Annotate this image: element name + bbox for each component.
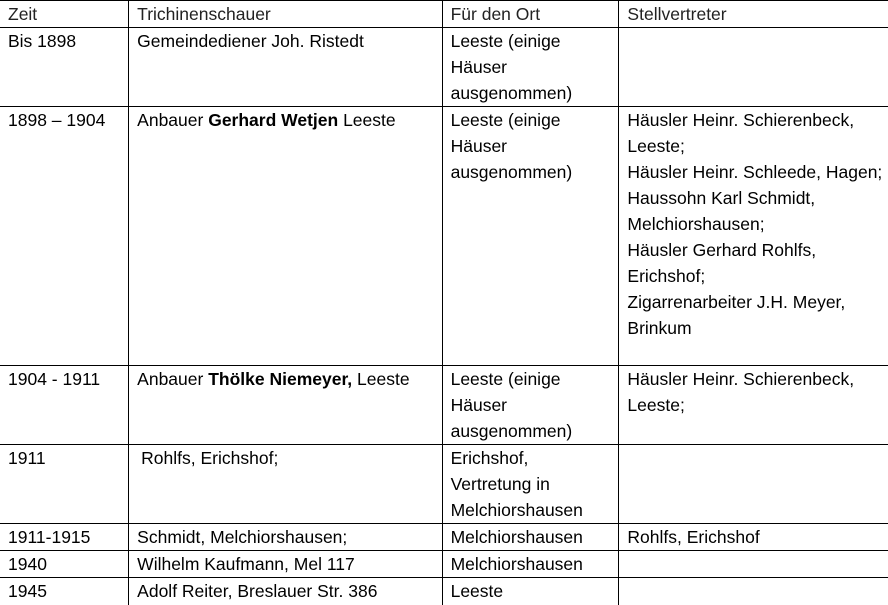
schauer-text: Wilhelm Kaufmann, Mel 117 [137, 554, 355, 574]
cell-stellvertreter [619, 551, 888, 578]
schauer-prefix: Anbauer [137, 369, 209, 389]
table-row [0, 445, 888, 524]
stellvertreter-entry: Häusler Heinr. Schierenbeck, Leeste; [627, 110, 855, 156]
cell-stellvertreter [619, 28, 888, 107]
cell-stellvertreter [619, 445, 888, 524]
cell-trichinenschauer [129, 551, 442, 578]
schauer-text: Rohlfs, Erichshof; [141, 448, 279, 468]
header-stellvertreter: Stellvertreter [619, 1, 888, 28]
cell-trichinenschauer [129, 28, 442, 107]
table-row [0, 551, 888, 578]
schauer-name-bold: Gerhard Wetjen [208, 110, 339, 130]
table-row [0, 524, 888, 551]
header-trichinenschauer: Trichinenschauer [129, 1, 442, 28]
cell-trichinenschauer [129, 366, 442, 445]
schauer-text: Gemeindediener Joh. Ristedt [137, 31, 364, 51]
schauer-text: Schmidt, Melchiorshausen; [137, 527, 348, 547]
stellvertreter-entry: Häusler Heinr. Schierenbeck, Leeste; [627, 369, 855, 415]
cell-stellvertreter [619, 578, 888, 605]
schauer-name-bold: Thölke Niemeyer, [208, 369, 353, 389]
cell-trichinenschauer [129, 524, 442, 551]
cell-trichinenschauer [129, 445, 442, 524]
cell-zeit: 1911 [0, 445, 129, 524]
table-row [0, 366, 888, 445]
schauer-suffix: Leeste [338, 110, 396, 130]
table-header-row [0, 1, 888, 28]
table-row [0, 28, 888, 107]
header-zeit: Zeit [0, 1, 129, 28]
cell-ort: Leeste [442, 578, 619, 605]
cell-zeit: 1904 - 1911 [0, 366, 129, 445]
cell-ort: Melchiorshausen [442, 551, 619, 578]
cell-ort: Leeste (einige Häuser ausgenommen) [442, 28, 619, 107]
cell-ort: Leeste (einige Häuser ausgenommen) [442, 366, 619, 445]
cell-trichinenschauer [129, 107, 442, 366]
stellvertreter-entry: Häusler Heinr. Schleede, Hagen; [627, 162, 883, 182]
stellvertreter-entry: Rohlfs, Erichshof [627, 527, 760, 547]
cell-ort: Melchiorshausen [442, 524, 619, 551]
schauer-prefix: Anbauer [137, 110, 209, 130]
header-ort: Für den Ort [442, 1, 619, 28]
cell-zeit: 1945 [0, 578, 129, 605]
cell-ort: Erichshof, Vertretung in Melchiorshausen [442, 445, 619, 524]
schauer-suffix: Leeste [352, 369, 410, 389]
cell-zeit: 1898 – 1904 [0, 107, 129, 366]
cell-zeit: 1940 [0, 551, 129, 578]
cell-stellvertreter [619, 524, 888, 551]
cell-stellvertreter [619, 107, 888, 366]
stellvertreter-entry: Zigarrenarbeiter J.H. Meyer, Brinkum [627, 292, 846, 338]
table-row [0, 578, 888, 605]
stellvertreter-entry: Haussohn Karl Schmidt, Melchiorshausen; [627, 188, 816, 234]
stellvertreter-entry: Häusler Gerhard Rohlfs, Erichshof; [627, 240, 817, 286]
cell-zeit: Bis 1898 [0, 28, 129, 107]
cell-zeit: 1911-1915 [0, 524, 129, 551]
cell-ort: Leeste (einige Häuser ausgenommen) [442, 107, 619, 366]
table-row [0, 107, 888, 366]
schauer-text: Adolf Reiter, Breslauer Str. 386 [137, 581, 378, 601]
cell-trichinenschauer [129, 578, 442, 605]
cell-stellvertreter [619, 366, 888, 445]
